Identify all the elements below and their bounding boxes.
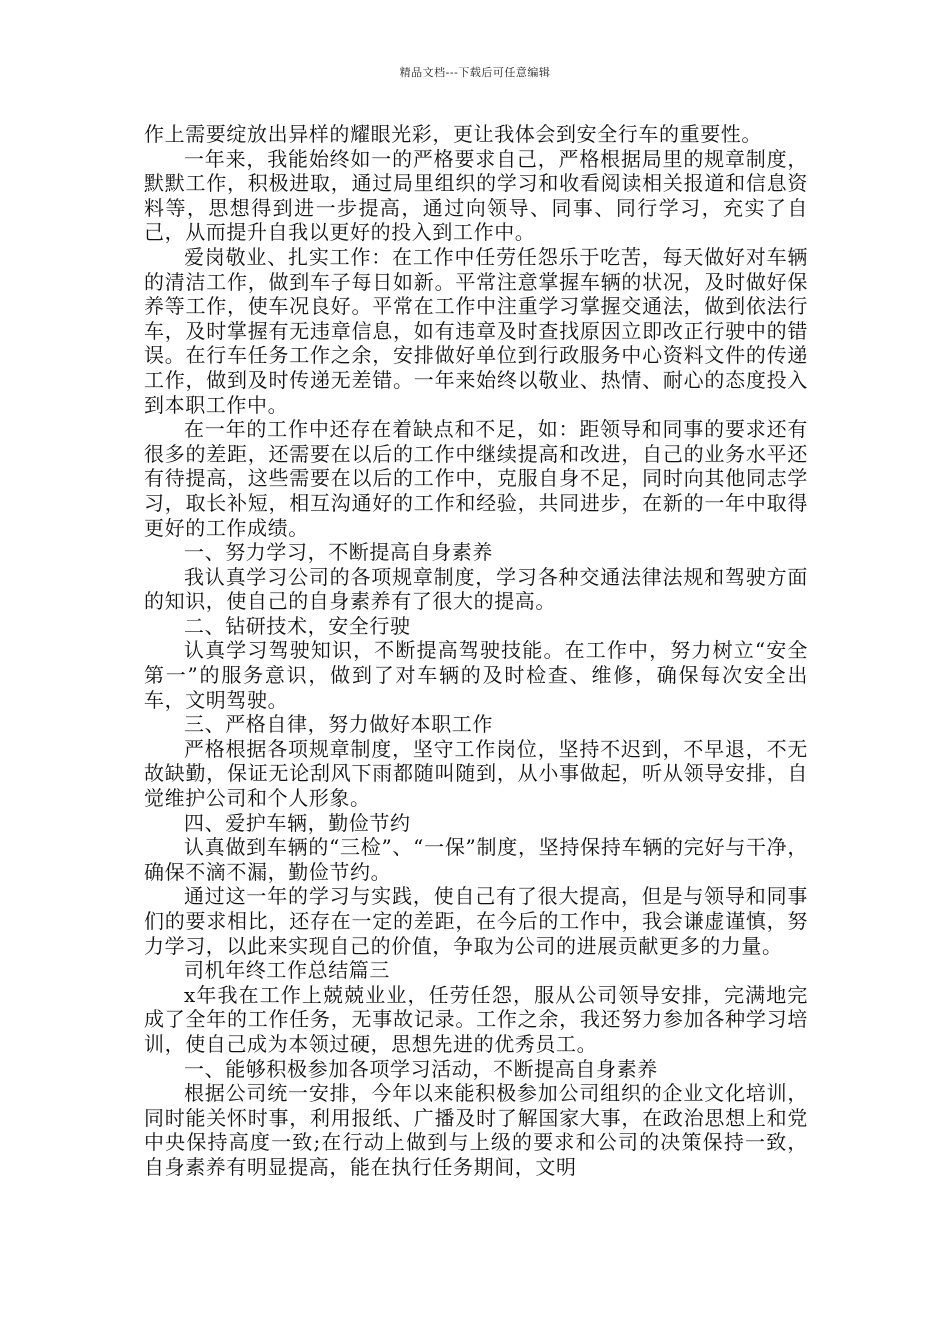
section-heading: 一、努力学习，不断提高自身素养: [184, 540, 493, 565]
paragraph: 通过这一年的学习与实践，使自己有了很大提高，但是与领导和同事们的要求相比，还存在一定的差距，在今后的工作中，我会谦虚谨慎，努力学习，以此来实现自己的价值，争取为公司的进展贡献更多的力量。: [144, 884, 808, 958]
section-heading: 三、严格自律，努力做好本职工作: [184, 712, 493, 737]
section-heading: 四、爱护车辆，勤俭节约: [184, 810, 411, 835]
section-heading: 二、钻研技术，安全行驶: [184, 613, 411, 638]
paragraph: 根据公司统一安排，今年以来能积极参加公司组织的企业文化培训，同时能关怀时事，利用报纸、广播及时了解国家大事，在政治思想上和党中央保持高度一致;在行动上做到与上级的要求和公司的决策保持一致，自身素养有明显提高，能在执行任务期间，文明: [144, 1081, 808, 1179]
page-header: 精品文档---下载后可任意编辑: [399, 66, 551, 79]
section-heading: 一、能够积极参加各项学习活动，不断提高自身素养: [184, 1056, 658, 1081]
paragraph-continued: 作上需要绽放出异样的耀眼光彩，更让我体会到安全行车的重要性。: [144, 122, 762, 146]
document-body: [144, 122, 808, 1180]
paragraph: 严格根据各项规章制度，坚守工作岗位，坚持不迟到，不早退，不无故缺勤，保证无论刮风下雨都随叫随到，从小事做起，听从领导安排，自觉维护公司和个人形象。: [144, 736, 808, 811]
paragraph: 认真做到车辆的“三检”、“一保”制度，坚持保持车辆的完好与干净，确保不滴不漏，勤俭节约。: [144, 835, 808, 884]
paragraph: x年我在工作上兢兢业业，任劳任怨，服从公司领导安排，完满地完成了全年的工作任务，无事故记录。工作之余，我还努力参加各种学习培训，使自己成为本领过硬，思想先进的优秀员工。: [144, 982, 808, 1056]
article-title: 司机年终工作总结篇三: [184, 958, 390, 983]
paragraph: 爱岗敬业、扎实工作：在工作中任劳任怨乐于吃苦，每天做好对车辆的清洁工作，做到车子每日如新。平常注意掌握车辆的状况，及时做好保养等工作，使车况良好。平常在工作中注重学习掌握交通法，做到依法行车，及时掌握有无违章信息，如有违章及时查找原因立即改正行驶中的错误。在行车任务工作之余，安排做好单位到行政服务中心资料文件的传递工作，做到及时传递无差错。一年来始终以敬业、热情、耐心的态度投入到本职工作中。: [144, 244, 808, 417]
paragraph: 在一年的工作中还存在着缺点和不足，如：距领导和同事的要求还有很多的差距，还需要在以后的工作中继续提高和改进，自己的业务水平还有待提高，这些需要在以后的工作中，克服自身不足，同时向其他同志学习，取长补短，相互沟通好的工作和经验，共同进步，在新的一年中取得更好的工作成绩。: [144, 417, 808, 540]
paragraph: 一年来，我能始终如一的严格要求自己，严格根据局里的规章制度，默默工作，积极进取，通过局里组织的学习和收看阅读相关报道和信息资料等，思想得到进一步提高，通过向领导、同事、同行学习，充实了自己，从而提升自我以更好的投入到工作中。: [144, 146, 808, 245]
paragraph: 认真学习驾驶知识，不断提高驾驶技能。在工作中，努力树立“安全第一”的服务意识，做到了对车辆的及时检查、维修，确保每次安全出车，文明驾驶。: [144, 638, 808, 712]
paragraph: 我认真学习公司的各项规章制度，学习各种交通法律法规和驾驶方面的知识，使自己的自身素养有了很大的提高。: [144, 564, 808, 614]
